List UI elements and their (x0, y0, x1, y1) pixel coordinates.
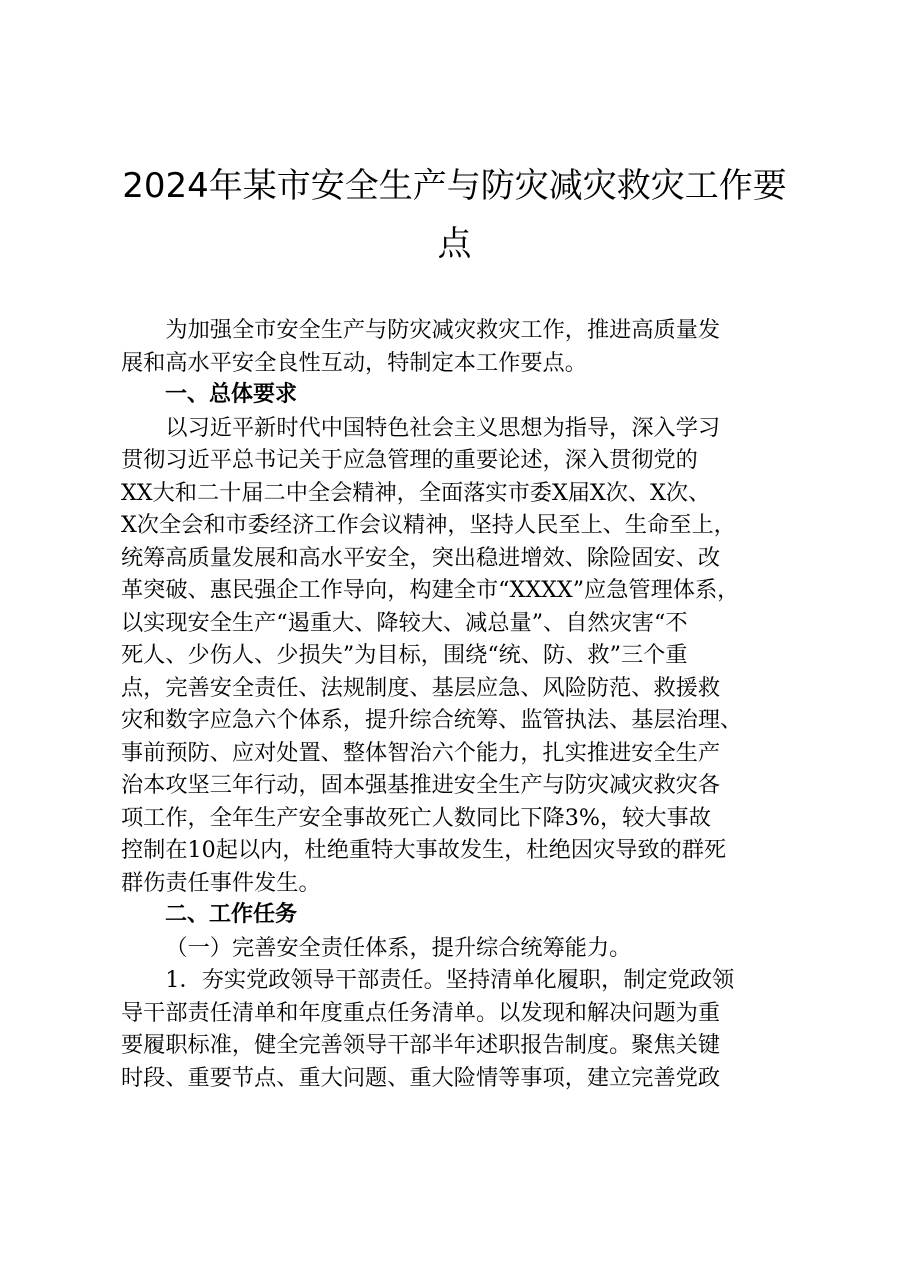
section-1-line: 革突破、惠民强企工作导向，构建全市“XXXX”应急管理体系， (121, 577, 740, 603)
document-title (100, 160, 809, 270)
section-1-line: 项工作，全年生产安全事故死亡人数同比下降3%，较大事故 (121, 804, 711, 831)
section-1-line: 以习近平新时代中国特色社会主义思想为指导，深入学习 (165, 414, 721, 441)
section-1-line: 群伤责任事件发生。 (121, 869, 321, 896)
item-1-line: 时段、重要节点、重大问题、重大险情等事项，建立完善党政 (121, 1064, 721, 1091)
item-1-line: 要履职标准，健全完善领导干部半年述职报告制度。聚焦关键 (121, 1032, 721, 1058)
section-1-line: 以实现安全生产“遏重大、降较大、减总量”、自然灾害“不 (121, 609, 688, 636)
item-1-line: 导干部责任清单和年度重点任务清单。以发现和解决问题为重 (121, 999, 721, 1026)
section-1-line: 事前预防、应对处置、整体智治六个能力，扎实推进安全生产 (121, 739, 721, 766)
section-1-line: 点，完善安全责任、法规制度、基层应急、风险防范、救援救 (121, 674, 721, 701)
section-1-line: 治本攻坚三年行动，固本强基推进安全生产与防灾减灾救灾各 (121, 772, 721, 798)
section-1-line: 控制在10起以内，杜绝重特大事故发生，杜绝因灾导致的群死 (121, 837, 727, 863)
intro-paragraph (121, 314, 801, 379)
item-1-line: 1．夯实党政领导干部责任。坚持清单化履职，制定党政领 (165, 967, 735, 993)
section-2-heading: 二、工作任务 (165, 902, 298, 927)
document-title-line-2: 点 (437, 224, 472, 264)
section-1-paragraph (121, 412, 801, 900)
intro-line: 展和高水平安全良性互动，特制定本工作要点。 (121, 349, 587, 376)
section-1-line: 死人、少伤人、少损失”为目标，围绕“统、防、救”三个重 (121, 642, 688, 668)
item-1-paragraph (121, 964, 801, 1094)
section-1-line: 灾和数字应急六个体系，提升综合统筹、监管执法、基层治理、 (121, 707, 743, 733)
section-1-line: 贯彻习近平总书记关于应急管理的重要论述，深入贯彻党的 (121, 447, 698, 473)
section-1-line: 统筹高质量发展和高水平安全，突出稳进增效、除险固安、改 (121, 544, 721, 571)
section-1-line: XX大和二十届二中全会精神，全面落实市委X届X次、X次、 (121, 479, 711, 506)
section-1-heading: 一、总体要求 (165, 382, 298, 407)
intro-line: 为加强全市安全生产与防灾减灾救灾工作，推进高质量发 (165, 317, 721, 343)
document-body (121, 314, 801, 1094)
document-title-line-1: 2024年某市安全生产与防灾减灾救灾工作要 (122, 166, 787, 206)
subsection-1-heading: （一）完善安全责任体系，提升综合统筹能力。 (165, 934, 632, 961)
section-1-line: X次全会和市委经济工作会议精神，坚持人民至上、生命至上， (121, 512, 736, 538)
